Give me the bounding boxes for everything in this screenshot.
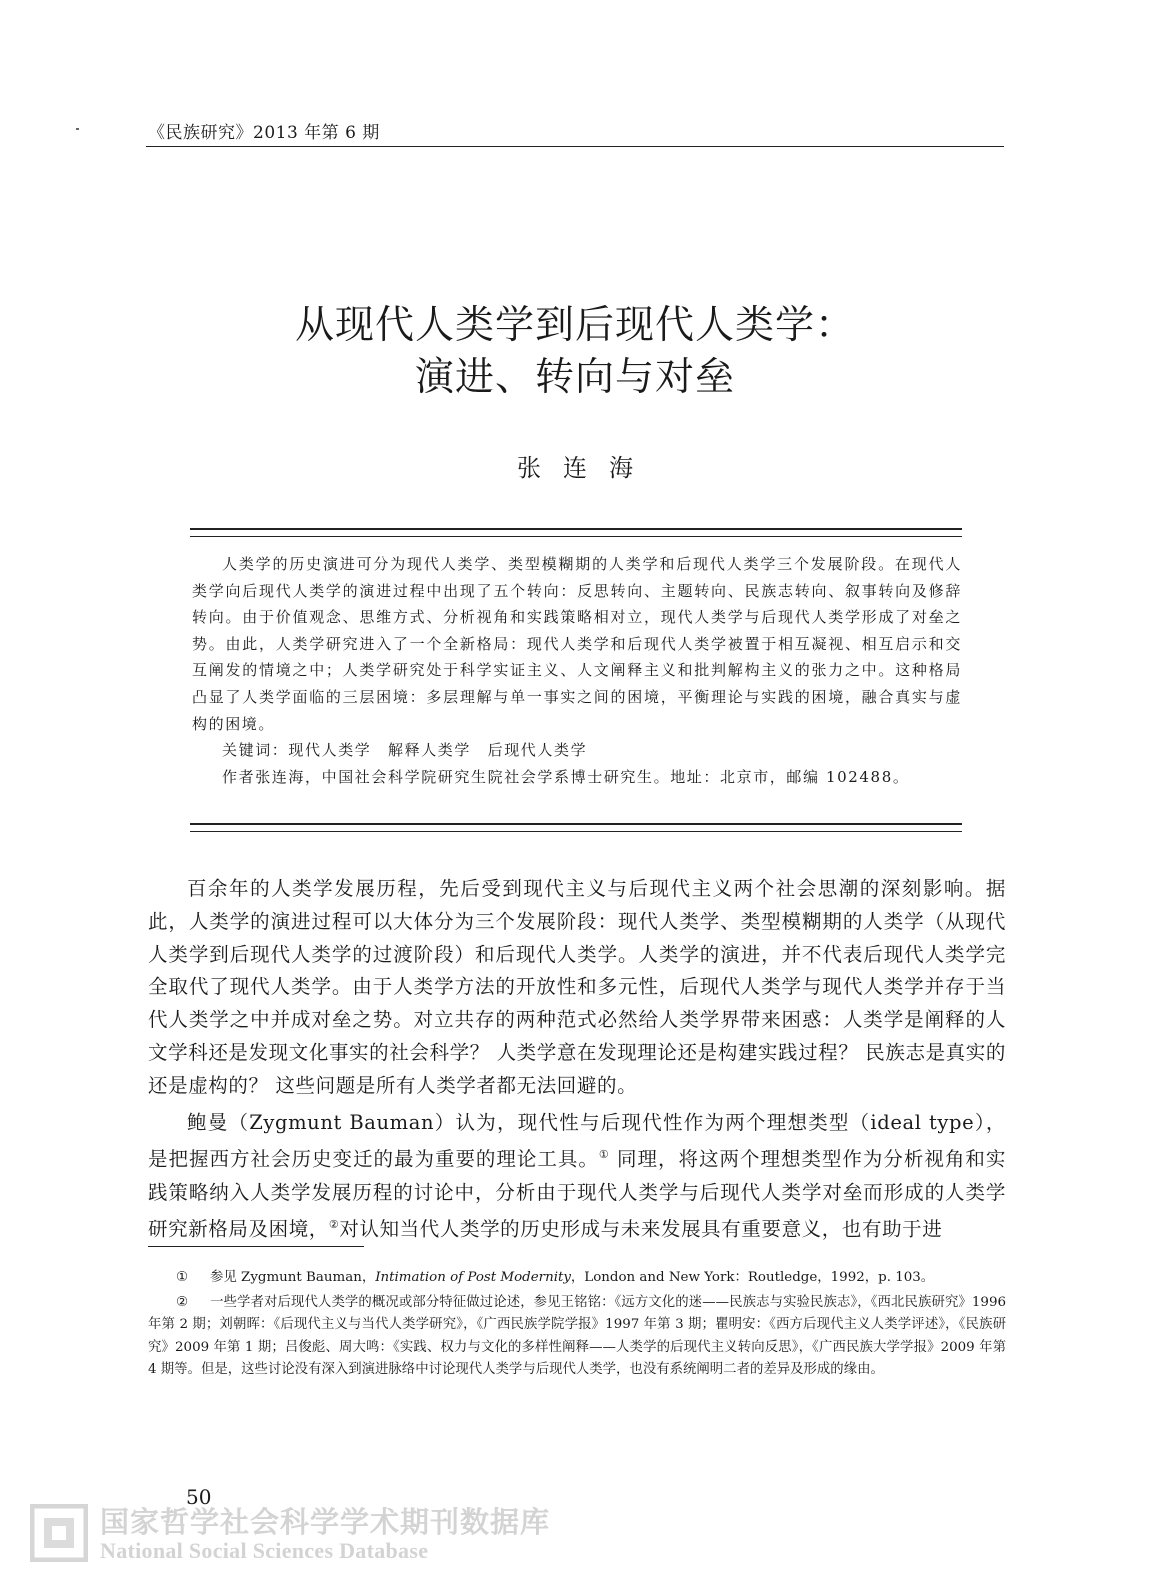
footnote-ref-2[interactable]: ② [328, 1218, 340, 1232]
footnote-2-number: ② [176, 1294, 189, 1310]
abstract-bottom-rule [190, 823, 962, 832]
body-paragraph-1: 百余年的人类学发展历程，先后受到现代主义与后现代主义两个社会思潮的深刻影响。据此，人类学的演进过程可以大体分为三个发展阶段：现代人类学、类型模糊期的人类学（从现代人类学到后现代人类学的过渡阶段）和后现代人类学。人类学的演进，并不代表后现代人类学完全取代了现代人类学。由于人类学方法的开放性和多元性，后现代人类学与现代人类学并存于当代人类学之中并成对垒之势。对立共存的两种范式必然给人类学界带来困惑：人类学是阐释的人文学科还是发现文化事实的社会科学？ 人类学意在发现理论还是构建实践过程？ 民族志是真实的还是虚构的？ 这些问题是所有人类学者都无法回避的。 [148, 877, 1006, 1097]
article-author: 张连海 [517, 454, 655, 482]
watermark-chinese: 国家哲学社会科学学术期刊数据库 [100, 1505, 551, 1539]
database-logo-icon [30, 1504, 88, 1562]
footnote-ref-1[interactable]: ① [598, 1148, 610, 1162]
article-title-line2: 演进、转向与对垒 [414, 355, 735, 400]
footnote-1-book-title: Intimation of Post Modernity [375, 1270, 571, 1285]
footnote-2-text: 一些学者对后现代人类学的概况或部分特征做过论述，参见王铭铭：《远方文化的迷——民族志与实验民族志》，《西北民族研究》1996 年第 2 期；刘朝晖：《后现代主义与当代人类学研究》，《广西民族学院学报》1997 年第 3 期；瞿明安：《西方后现代主义人类学评述》，《民族研究》2009 年第 1 期；吕俊彪、周大鸣：《实践、权力与文化的多样性阐释——人类学的后现代主义转向反思》，《广西民族大学学报》2009 年第 4 期等。但是，这些讨论没有深入到演进脉络中讨论现代人类学与后现代人类学，也没有系统阐明二者的差异及形成的缘由。 [148, 1294, 1006, 1378]
footnote-1-number: ① [176, 1270, 189, 1285]
abstract-top-rule [190, 528, 962, 537]
para2-part-a: 鲍曼（Zygmunt Bauman）认为，现代性与后现代性作为两个理想类型（ideal type），是把握西方社会历史变迁的最为重要的理论工具。 [148, 1110, 1006, 1171]
watermark-english: National Social Sciences Database [100, 1538, 429, 1563]
database-watermark [20, 1498, 551, 1578]
journal-header: 《民族研究》2013 年第 6 期 [148, 123, 380, 143]
article-title-line1: 从现代人类学到后现代人类学： [294, 303, 855, 348]
body-paragraph-2 [148, 1107, 1006, 1247]
body-text [148, 873, 1006, 1251]
footnote-1-text-a: 参见 Zygmunt Bauman， [210, 1270, 376, 1285]
keywords: 关键词：现代人类学 解释人类学 后现代人类学 [222, 741, 588, 760]
author-info: 作者张连海，中国社会科学院研究生院社会学系博士研究生。地址：北京市，邮编 102488。 [222, 767, 910, 786]
scan-speck [76, 128, 79, 130]
header-rule [146, 146, 1004, 147]
footnotes [148, 1267, 1006, 1384]
page-number: 50 [186, 1485, 212, 1509]
footnote-1-text-b: ，London and New York：Routledge，1992，p. 103。 [570, 1270, 935, 1285]
abstract-block [192, 551, 962, 790]
footnote-2 [148, 1292, 1006, 1382]
para2-part-c: 对认知当代人类学的历史形成与未来发展具有重要意义，也有助于进 [339, 1217, 943, 1241]
abstract-text: 人类学的历史演进可分为现代人类学、类型模糊期的人类学和后现代人类学三个发展阶段。在现代人类学向后现代人类学的演进过程中出现了五个转向：反思转向、主题转向、民族志转向、叙事转向及修辞转向。由于价值观念、思维方式、分析视角和实践策略相对立，现代人类学与后现代人类学形成了对垒之势。由此，人类学研究进入了一个全新格局：现代人类学和后现代人类学被置于相互凝视、相互启示和交互阐发的情境之中；人类学研究处于科学实证主义、人文阐释主义和批判解构主义的张力之中。这种格局凸显了人类学面临的三层困境：多层理解与单一事实之间的困境，平衡理论与实践的困境，融合真实与虚构的困境。 [192, 555, 962, 733]
para2-part-b: 同理，将这两个理想类型作为分析视角和实践策略纳入人类学发展历程的讨论中，分析由于现代人类学与后现代人类学对垒而形成的人类学研究新格局及困境， [148, 1147, 1007, 1241]
footnote-1 [148, 1267, 1006, 1290]
footnote-rule [148, 1246, 364, 1247]
